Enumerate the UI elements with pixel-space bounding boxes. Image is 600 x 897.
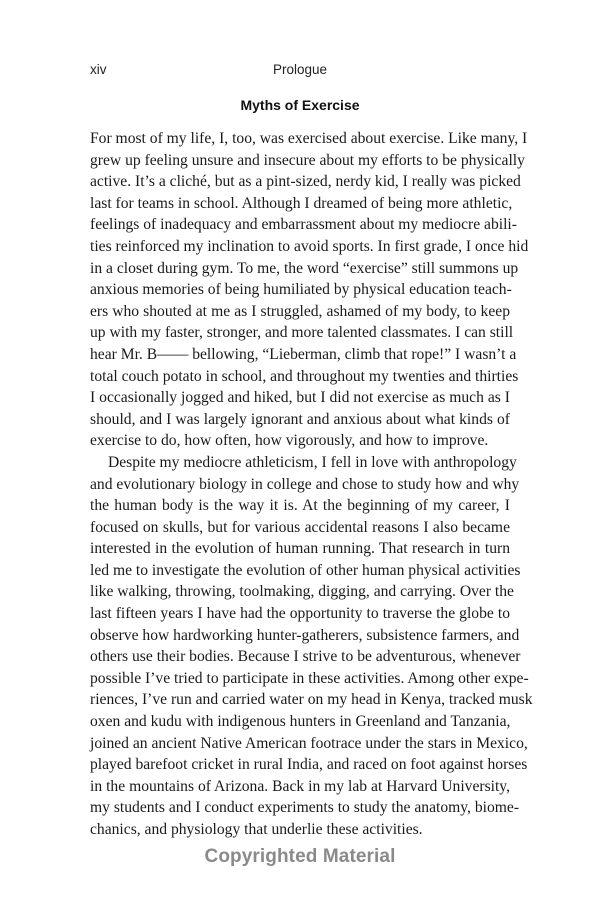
text-line: focused on skulls, but for various accidental reasons I also became <box>90 518 510 536</box>
text-line: anxious memories of being humiliated by physical education teach- <box>90 281 512 299</box>
text-line: For most of my life, I, too, was exercised about exercise. Like many, I <box>90 130 528 147</box>
text-line: the human body is the way it is. At the beginning of my career, I <box>90 497 510 515</box>
text-line: my students and I conduct experiments to study the anatomy, biome- <box>90 799 520 817</box>
text-line: last for teams in school. Although I dreamed of being more athletic, <box>90 194 513 212</box>
text-line: in the mountains of Arizona. Back in my lab at Harvard University, <box>90 777 510 795</box>
text-line: chanics, and physiology that underlie these activities. <box>90 821 423 838</box>
text-line: observe how hardworking hunter-gatherers, subsistence farmers, and <box>90 626 520 644</box>
paragraph-1 <box>90 128 529 452</box>
text-line: like walking, throwing, toolmaking, digging, and carrying. Over the <box>90 583 514 601</box>
text-line: active. It’s a cliché, but as a pint-sized, nerdy kid, I really was picked <box>90 173 521 191</box>
text-line: hear Mr. B—— bellowing, “Lieberman, climb that rope!” I wasn’t a <box>90 345 517 363</box>
text-line: played barefoot cricket in rural India, and raced on foot against horses <box>90 756 528 774</box>
text-line: feelings of inadequacy and embarrassment about my mediocre abili- <box>90 216 517 234</box>
running-title: Prologue <box>272 62 328 77</box>
text-line: possible I’ve tried to participate in these activities. Among other expe- <box>90 669 529 687</box>
section-heading: Myths of Exercise <box>240 97 360 113</box>
text-line: others use their bodies. Because I strive to be adventurous, whenever <box>90 648 521 666</box>
text-line: interested in the evolution of human running. That research in turn <box>90 540 510 558</box>
text-line: ers who shouted at me as I struggled, ashamed of my body, to keep <box>90 302 510 320</box>
text-line: riences, I’ve run and carried water on my head in Kenya, tracked musk <box>90 691 533 709</box>
text-line: and evolutionary biology in college and chose to study how and why <box>90 475 520 493</box>
text-line: Despite my mediocre athleticism, I fell in love with anthropology <box>108 453 517 471</box>
text-line: up with my faster, stronger, and more talented classmates. I can still <box>90 324 514 342</box>
text-line: exercise to do, how often, how vigorously, and how to improve. <box>90 432 489 450</box>
paragraph-2 <box>90 452 533 841</box>
text-line: led me to investigate the evolution of other human physical activities <box>90 561 521 579</box>
text-line: ties reinforced my inclination to avoid sports. In first grade, I once hid <box>90 237 529 255</box>
body-text <box>90 128 533 841</box>
running-head <box>90 62 510 84</box>
copyright-watermark: Copyrighted Material <box>204 846 396 867</box>
text-line: oxen and kudu with indigenous hunters in Greenland and Tanzania, <box>90 713 511 731</box>
text-line: total couch potato in school, and throughout my twenties and thirties <box>90 367 519 385</box>
page-number: xiv <box>90 62 107 77</box>
text-line: last fifteen years I have had the opportunity to traverse the globe to <box>90 605 510 623</box>
text-line: in a closet during gym. To me, the word “exercise” still summons up <box>90 259 519 277</box>
text-line: should, and I was largely ignorant and anxious about what kinds of <box>90 410 510 428</box>
text-line: grew up feeling unsure and insecure about my efforts to be physically <box>90 151 525 169</box>
text-line: joined an ancient Native American footrace under the stars in Mexico, <box>90 734 528 752</box>
text-line: I occasionally jogged and hiked, but I did not exercise as much as I <box>90 389 510 407</box>
